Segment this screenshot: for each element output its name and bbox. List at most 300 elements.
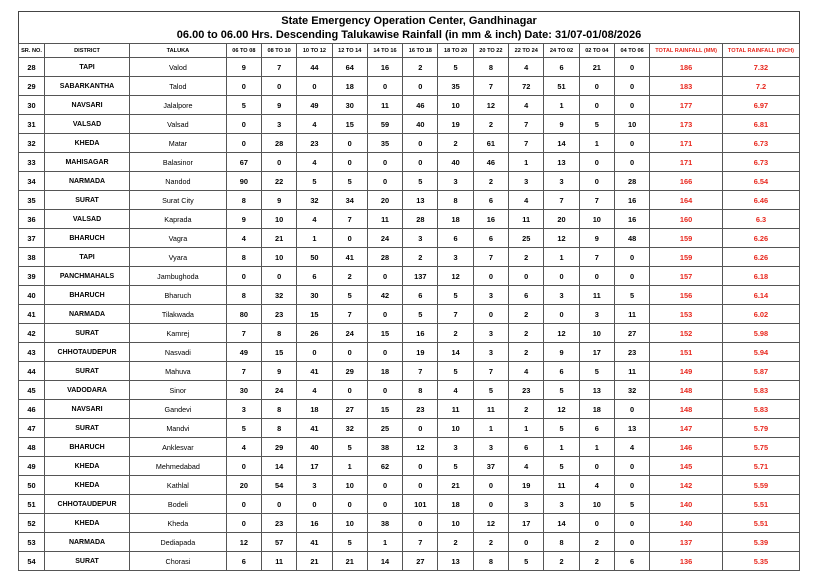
rainfall-cell: 5 xyxy=(438,457,473,476)
taluka-cell: Gandevi xyxy=(130,400,227,419)
rainfall-cell: 3 xyxy=(509,172,544,191)
column-header: 12 TO 14 xyxy=(332,44,367,58)
rainfall-cell: 8 xyxy=(438,191,473,210)
rainfall-cell: 61 xyxy=(473,134,508,153)
rainfall-cell: 6 xyxy=(473,191,508,210)
table-row xyxy=(19,476,800,495)
rainfall-cell: 4 xyxy=(509,362,544,381)
rainfall-cell: 6 xyxy=(403,286,438,305)
sr-no-cell: 50 xyxy=(19,476,45,495)
rainfall-cell: 5 xyxy=(297,172,332,191)
rainfall-cell: 10 xyxy=(332,514,367,533)
total-mm-cell: 164 xyxy=(650,191,723,210)
rainfall-cell: 32 xyxy=(332,419,367,438)
total-inch-cell: 6.18 xyxy=(722,267,799,286)
rainfall-cell: 0 xyxy=(403,77,438,96)
total-mm-cell: 156 xyxy=(650,286,723,305)
rainfall-cell: 41 xyxy=(297,419,332,438)
sr-no-cell: 46 xyxy=(19,400,45,419)
rainfall-cell: 12 xyxy=(544,400,579,419)
rainfall-cell: 3 xyxy=(509,495,544,514)
sr-no-cell: 48 xyxy=(19,438,45,457)
district-cell: NAVSARI xyxy=(44,96,129,115)
rainfall-cell: 4 xyxy=(226,229,261,248)
column-header: 08 TO 10 xyxy=(261,44,296,58)
rainfall-cell: 0 xyxy=(332,495,367,514)
rainfall-cell: 10 xyxy=(579,324,614,343)
rainfall-cell: 0 xyxy=(332,229,367,248)
rainfall-cell: 0 xyxy=(614,134,649,153)
rainfall-cell: 40 xyxy=(297,438,332,457)
rainfall-cell: 13 xyxy=(579,381,614,400)
rainfall-cell: 23 xyxy=(509,381,544,400)
taluka-cell: Vyara xyxy=(130,248,227,267)
rainfall-cell: 0 xyxy=(367,172,402,191)
rainfall-cell: 46 xyxy=(403,96,438,115)
rainfall-cell: 2 xyxy=(473,115,508,134)
rainfall-cell: 3 xyxy=(473,286,508,305)
sr-no-cell: 44 xyxy=(19,362,45,381)
district-cell: BHARUCH xyxy=(44,286,129,305)
total-inch-cell: 6.26 xyxy=(722,229,799,248)
total-inch-cell: 6.73 xyxy=(722,153,799,172)
rainfall-cell: 28 xyxy=(614,172,649,191)
total-inch-cell: 7.2 xyxy=(722,77,799,96)
rainfall-cell: 4 xyxy=(438,381,473,400)
rainfall-cell: 0 xyxy=(367,381,402,400)
district-cell: SURAT xyxy=(44,362,129,381)
rainfall-cell: 1 xyxy=(544,438,579,457)
rainfall-cell: 32 xyxy=(261,286,296,305)
sr-no-cell: 54 xyxy=(19,552,45,571)
rainfall-cell: 3 xyxy=(473,343,508,362)
rainfall-cell: 0 xyxy=(403,134,438,153)
rainfall-cell: 28 xyxy=(403,210,438,229)
rainfall-cell: 17 xyxy=(297,457,332,476)
rainfall-cell: 0 xyxy=(261,77,296,96)
sr-no-cell: 37 xyxy=(19,229,45,248)
rainfall-cell: 0 xyxy=(579,96,614,115)
rainfall-cell: 4 xyxy=(297,381,332,400)
rainfall-cell: 1 xyxy=(367,533,402,552)
district-cell: NARMADA xyxy=(44,172,129,191)
rainfall-cell: 12 xyxy=(544,229,579,248)
rainfall-cell: 21 xyxy=(332,552,367,571)
rainfall-cell: 41 xyxy=(332,248,367,267)
rainfall-cell: 64 xyxy=(332,58,367,77)
rainfall-cell: 0 xyxy=(226,77,261,96)
rainfall-cell: 8 xyxy=(403,381,438,400)
district-cell: PANCHMAHALS xyxy=(44,267,129,286)
rainfall-cell: 6 xyxy=(438,229,473,248)
rainfall-cell: 5 xyxy=(438,362,473,381)
district-cell: TAPI xyxy=(44,58,129,77)
table-row xyxy=(19,419,800,438)
rainfall-cell: 12 xyxy=(438,267,473,286)
rainfall-cell: 44 xyxy=(297,58,332,77)
total-inch-cell: 5.83 xyxy=(722,400,799,419)
rainfall-cell: 13 xyxy=(403,191,438,210)
total-mm-cell: 159 xyxy=(650,229,723,248)
rainfall-cell: 3 xyxy=(261,115,296,134)
rainfall-cell: 30 xyxy=(226,381,261,400)
total-inch-cell: 6.02 xyxy=(722,305,799,324)
taluka-cell: Kamrej xyxy=(130,324,227,343)
table-header-row xyxy=(19,44,800,58)
rainfall-cell: 0 xyxy=(509,267,544,286)
rainfall-cell: 11 xyxy=(261,552,296,571)
rainfall-cell: 7 xyxy=(579,191,614,210)
sr-no-cell: 38 xyxy=(19,248,45,267)
taluka-cell: Nasvadi xyxy=(130,343,227,362)
rainfall-cell: 38 xyxy=(367,438,402,457)
total-mm-cell: 166 xyxy=(650,172,723,191)
rainfall-cell: 14 xyxy=(544,134,579,153)
rainfall-cell: 0 xyxy=(403,476,438,495)
rainfall-cell: 3 xyxy=(438,248,473,267)
rainfall-cell: 0 xyxy=(226,457,261,476)
column-header: 10 TO 12 xyxy=(297,44,332,58)
total-mm-cell: 137 xyxy=(650,533,723,552)
taluka-cell: Talod xyxy=(130,77,227,96)
rainfall-cell: 20 xyxy=(544,210,579,229)
rainfall-cell: 0 xyxy=(367,77,402,96)
rainfall-cell: 40 xyxy=(438,153,473,172)
rainfall-cell: 8 xyxy=(261,419,296,438)
rainfall-cell: 9 xyxy=(261,191,296,210)
rainfall-cell: 2 xyxy=(579,552,614,571)
rainfall-cell: 10 xyxy=(579,210,614,229)
rainfall-cell: 0 xyxy=(367,343,402,362)
rainfall-cell: 0 xyxy=(544,305,579,324)
rainfall-cell: 40 xyxy=(403,115,438,134)
rainfall-cell: 6 xyxy=(297,267,332,286)
rainfall-cell: 34 xyxy=(332,191,367,210)
taluka-cell: Valod xyxy=(130,58,227,77)
total-mm-cell: 151 xyxy=(650,343,723,362)
rainfall-cell: 2 xyxy=(438,134,473,153)
rainfall-cell: 1 xyxy=(509,153,544,172)
total-mm-cell: 146 xyxy=(650,438,723,457)
column-header: 22 TO 24 xyxy=(509,44,544,58)
rainfall-cell: 23 xyxy=(261,514,296,533)
total-mm-cell: 171 xyxy=(650,153,723,172)
rainfall-cell: 14 xyxy=(367,552,402,571)
rainfall-cell: 137 xyxy=(403,267,438,286)
rainfall-cell: 0 xyxy=(614,58,649,77)
rainfall-cell: 22 xyxy=(261,172,296,191)
rainfall-cell: 54 xyxy=(261,476,296,495)
rainfall-cell: 67 xyxy=(226,153,261,172)
rainfall-cell: 6 xyxy=(579,419,614,438)
rainfall-cell: 7 xyxy=(544,191,579,210)
rainfall-cell: 0 xyxy=(614,457,649,476)
rainfall-cell: 6 xyxy=(544,362,579,381)
rainfall-cell: 8 xyxy=(226,286,261,305)
total-mm-cell: 147 xyxy=(650,419,723,438)
sr-no-cell: 29 xyxy=(19,77,45,96)
rainfall-cell: 0 xyxy=(579,514,614,533)
rainfall-cell: 0 xyxy=(332,381,367,400)
rainfall-table xyxy=(18,43,800,571)
table-row xyxy=(19,343,800,362)
rainfall-cell: 4 xyxy=(509,191,544,210)
rainfall-cell: 7 xyxy=(226,324,261,343)
rainfall-cell: 20 xyxy=(367,191,402,210)
total-inch-cell: 5.87 xyxy=(722,362,799,381)
rainfall-cell: 32 xyxy=(297,191,332,210)
rainfall-cell: 0 xyxy=(226,134,261,153)
rainfall-cell: 3 xyxy=(544,495,579,514)
column-header: SR. NO. xyxy=(19,44,45,58)
taluka-cell: Kaprada xyxy=(130,210,227,229)
rainfall-cell: 19 xyxy=(438,115,473,134)
rainfall-cell: 11 xyxy=(614,305,649,324)
rainfall-cell: 15 xyxy=(332,115,367,134)
rainfall-cell: 21 xyxy=(438,476,473,495)
rainfall-cell: 18 xyxy=(367,362,402,381)
rainfall-cell: 0 xyxy=(403,457,438,476)
rainfall-cell: 9 xyxy=(544,115,579,134)
rainfall-cell: 0 xyxy=(473,305,508,324)
rainfall-cell: 10 xyxy=(614,115,649,134)
taluka-cell: Dediapada xyxy=(130,533,227,552)
total-inch-cell: 6.3 xyxy=(722,210,799,229)
rainfall-cell: 10 xyxy=(438,514,473,533)
taluka-cell: Vagra xyxy=(130,229,227,248)
rainfall-cell: 41 xyxy=(297,362,332,381)
rainfall-cell: 18 xyxy=(579,400,614,419)
taluka-cell: Valsad xyxy=(130,115,227,134)
rainfall-cell: 8 xyxy=(226,248,261,267)
rainfall-cell: 9 xyxy=(544,343,579,362)
rainfall-cell: 0 xyxy=(614,153,649,172)
total-mm-cell: 183 xyxy=(650,77,723,96)
rainfall-cell: 25 xyxy=(509,229,544,248)
rainfall-cell: 5 xyxy=(614,286,649,305)
rainfall-cell: 49 xyxy=(226,343,261,362)
rainfall-cell: 6 xyxy=(226,552,261,571)
table-body xyxy=(19,58,800,571)
rainfall-cell: 9 xyxy=(579,229,614,248)
rainfall-cell: 27 xyxy=(614,324,649,343)
sr-no-cell: 52 xyxy=(19,514,45,533)
total-inch-cell: 6.46 xyxy=(722,191,799,210)
rainfall-cell: 2 xyxy=(332,267,367,286)
rainfall-cell: 18 xyxy=(438,210,473,229)
sr-no-cell: 36 xyxy=(19,210,45,229)
district-cell: KHEDA xyxy=(44,476,129,495)
rainfall-cell: 15 xyxy=(261,343,296,362)
rainfall-cell: 16 xyxy=(403,324,438,343)
column-header: 16 TO 18 xyxy=(403,44,438,58)
rainfall-cell: 5 xyxy=(438,286,473,305)
rainfall-cell: 0 xyxy=(614,400,649,419)
rainfall-cell: 3 xyxy=(473,438,508,457)
rainfall-cell: 8 xyxy=(473,58,508,77)
rainfall-cell: 16 xyxy=(614,191,649,210)
table-row xyxy=(19,267,800,286)
table-row xyxy=(19,514,800,533)
taluka-cell: Sinor xyxy=(130,381,227,400)
rainfall-cell: 7 xyxy=(403,533,438,552)
sr-no-cell: 51 xyxy=(19,495,45,514)
rainfall-cell: 0 xyxy=(614,533,649,552)
rainfall-cell: 0 xyxy=(297,495,332,514)
rainfall-cell: 14 xyxy=(438,343,473,362)
rainfall-cell: 12 xyxy=(544,324,579,343)
rainfall-cell: 0 xyxy=(614,267,649,286)
rainfall-cell: 8 xyxy=(473,552,508,571)
rainfall-cell: 15 xyxy=(367,400,402,419)
rainfall-cell: 4 xyxy=(579,476,614,495)
column-header: 20 TO 22 xyxy=(473,44,508,58)
rainfall-cell: 0 xyxy=(614,96,649,115)
column-header: 24 TO 02 xyxy=(544,44,579,58)
table-row xyxy=(19,305,800,324)
sr-no-cell: 30 xyxy=(19,96,45,115)
rainfall-cell: 7 xyxy=(509,134,544,153)
total-mm-cell: 142 xyxy=(650,476,723,495)
table-row xyxy=(19,115,800,134)
taluka-cell: Surat City xyxy=(130,191,227,210)
rainfall-cell: 7 xyxy=(473,248,508,267)
rainfall-cell: 0 xyxy=(226,495,261,514)
total-inch-cell: 6.97 xyxy=(722,96,799,115)
rainfall-cell: 23 xyxy=(297,134,332,153)
table-row xyxy=(19,229,800,248)
rainfall-cell: 0 xyxy=(332,343,367,362)
rainfall-cell: 0 xyxy=(403,514,438,533)
rainfall-cell: 8 xyxy=(544,533,579,552)
rainfall-cell: 0 xyxy=(367,153,402,172)
rainfall-cell: 0 xyxy=(473,476,508,495)
rainfall-cell: 0 xyxy=(332,134,367,153)
rainfall-cell: 0 xyxy=(367,305,402,324)
total-mm-cell: 145 xyxy=(650,457,723,476)
rainfall-cell: 4 xyxy=(509,457,544,476)
taluka-cell: Chorasi xyxy=(130,552,227,571)
rainfall-cell: 16 xyxy=(473,210,508,229)
rainfall-cell: 38 xyxy=(367,514,402,533)
total-inch-cell: 5.75 xyxy=(722,438,799,457)
rainfall-cell: 0 xyxy=(226,267,261,286)
table-row xyxy=(19,191,800,210)
sr-no-cell: 28 xyxy=(19,58,45,77)
column-header: DISTRICT xyxy=(44,44,129,58)
rainfall-cell: 17 xyxy=(509,514,544,533)
taluka-cell: Bodeli xyxy=(130,495,227,514)
rainfall-cell: 1 xyxy=(544,96,579,115)
table-row xyxy=(19,77,800,96)
rainfall-cell: 15 xyxy=(297,305,332,324)
rainfall-cell: 49 xyxy=(297,96,332,115)
rainfall-cell: 29 xyxy=(261,438,296,457)
district-cell: KHEDA xyxy=(44,514,129,533)
rainfall-cell: 0 xyxy=(579,172,614,191)
sr-no-cell: 49 xyxy=(19,457,45,476)
table-row xyxy=(19,153,800,172)
district-cell: NARMADA xyxy=(44,305,129,324)
taluka-cell: Jalalpore xyxy=(130,96,227,115)
column-header: 04 TO 06 xyxy=(614,44,649,58)
rainfall-cell: 1 xyxy=(332,457,367,476)
total-inch-cell: 5.35 xyxy=(722,552,799,571)
sr-no-cell: 53 xyxy=(19,533,45,552)
rainfall-cell: 23 xyxy=(614,343,649,362)
sr-no-cell: 33 xyxy=(19,153,45,172)
rainfall-cell: 8 xyxy=(261,400,296,419)
rainfall-cell: 10 xyxy=(579,495,614,514)
rainfall-cell: 4 xyxy=(226,438,261,457)
table-row xyxy=(19,58,800,77)
district-cell: VADODARA xyxy=(44,381,129,400)
rainfall-cell: 5 xyxy=(579,115,614,134)
rainfall-cell: 0 xyxy=(614,77,649,96)
taluka-cell: Nandod xyxy=(130,172,227,191)
column-header: 14 TO 16 xyxy=(367,44,402,58)
rainfall-cell: 14 xyxy=(544,514,579,533)
rainfall-cell: 27 xyxy=(403,552,438,571)
table-row xyxy=(19,210,800,229)
taluka-cell: Jambughoda xyxy=(130,267,227,286)
rainfall-cell: 30 xyxy=(297,286,332,305)
rainfall-cell: 90 xyxy=(226,172,261,191)
rainfall-cell: 2 xyxy=(473,172,508,191)
table-row xyxy=(19,286,800,305)
taluka-cell: Mehmedabad xyxy=(130,457,227,476)
rainfall-cell: 10 xyxy=(332,476,367,495)
rainfall-cell: 4 xyxy=(509,58,544,77)
rainfall-cell: 11 xyxy=(473,400,508,419)
rainfall-cell: 6 xyxy=(509,286,544,305)
rainfall-cell: 6 xyxy=(473,229,508,248)
sr-no-cell: 39 xyxy=(19,267,45,286)
rainfall-cell: 5 xyxy=(332,438,367,457)
rainfall-cell: 9 xyxy=(261,96,296,115)
district-cell: SURAT xyxy=(44,324,129,343)
rainfall-cell: 3 xyxy=(473,324,508,343)
rainfall-cell: 18 xyxy=(297,400,332,419)
sr-no-cell: 32 xyxy=(19,134,45,153)
rainfall-cell: 7 xyxy=(403,362,438,381)
rainfall-cell: 11 xyxy=(509,210,544,229)
rainfall-cell: 0 xyxy=(367,495,402,514)
total-inch-cell: 5.59 xyxy=(722,476,799,495)
table-row xyxy=(19,533,800,552)
column-header: TOTAL RAINFALL (INCH) xyxy=(722,44,799,58)
rainfall-cell: 42 xyxy=(367,286,402,305)
rainfall-cell: 0 xyxy=(367,476,402,495)
rainfall-cell: 5 xyxy=(544,457,579,476)
column-header: TOTAL RAINFALL (MM) xyxy=(650,44,723,58)
rainfall-cell: 14 xyxy=(261,457,296,476)
taluka-cell: Kheda xyxy=(130,514,227,533)
total-mm-cell: 148 xyxy=(650,381,723,400)
table-row xyxy=(19,552,800,571)
rainfall-cell: 0 xyxy=(614,476,649,495)
rainfall-cell: 13 xyxy=(438,552,473,571)
total-inch-cell: 6.54 xyxy=(722,172,799,191)
total-mm-cell: 186 xyxy=(650,58,723,77)
column-header: 06 TO 08 xyxy=(226,44,261,58)
rainfall-cell: 6 xyxy=(614,552,649,571)
rainfall-cell: 48 xyxy=(614,229,649,248)
table-row xyxy=(19,324,800,343)
total-mm-cell: 173 xyxy=(650,115,723,134)
total-mm-cell: 152 xyxy=(650,324,723,343)
total-mm-cell: 148 xyxy=(650,400,723,419)
